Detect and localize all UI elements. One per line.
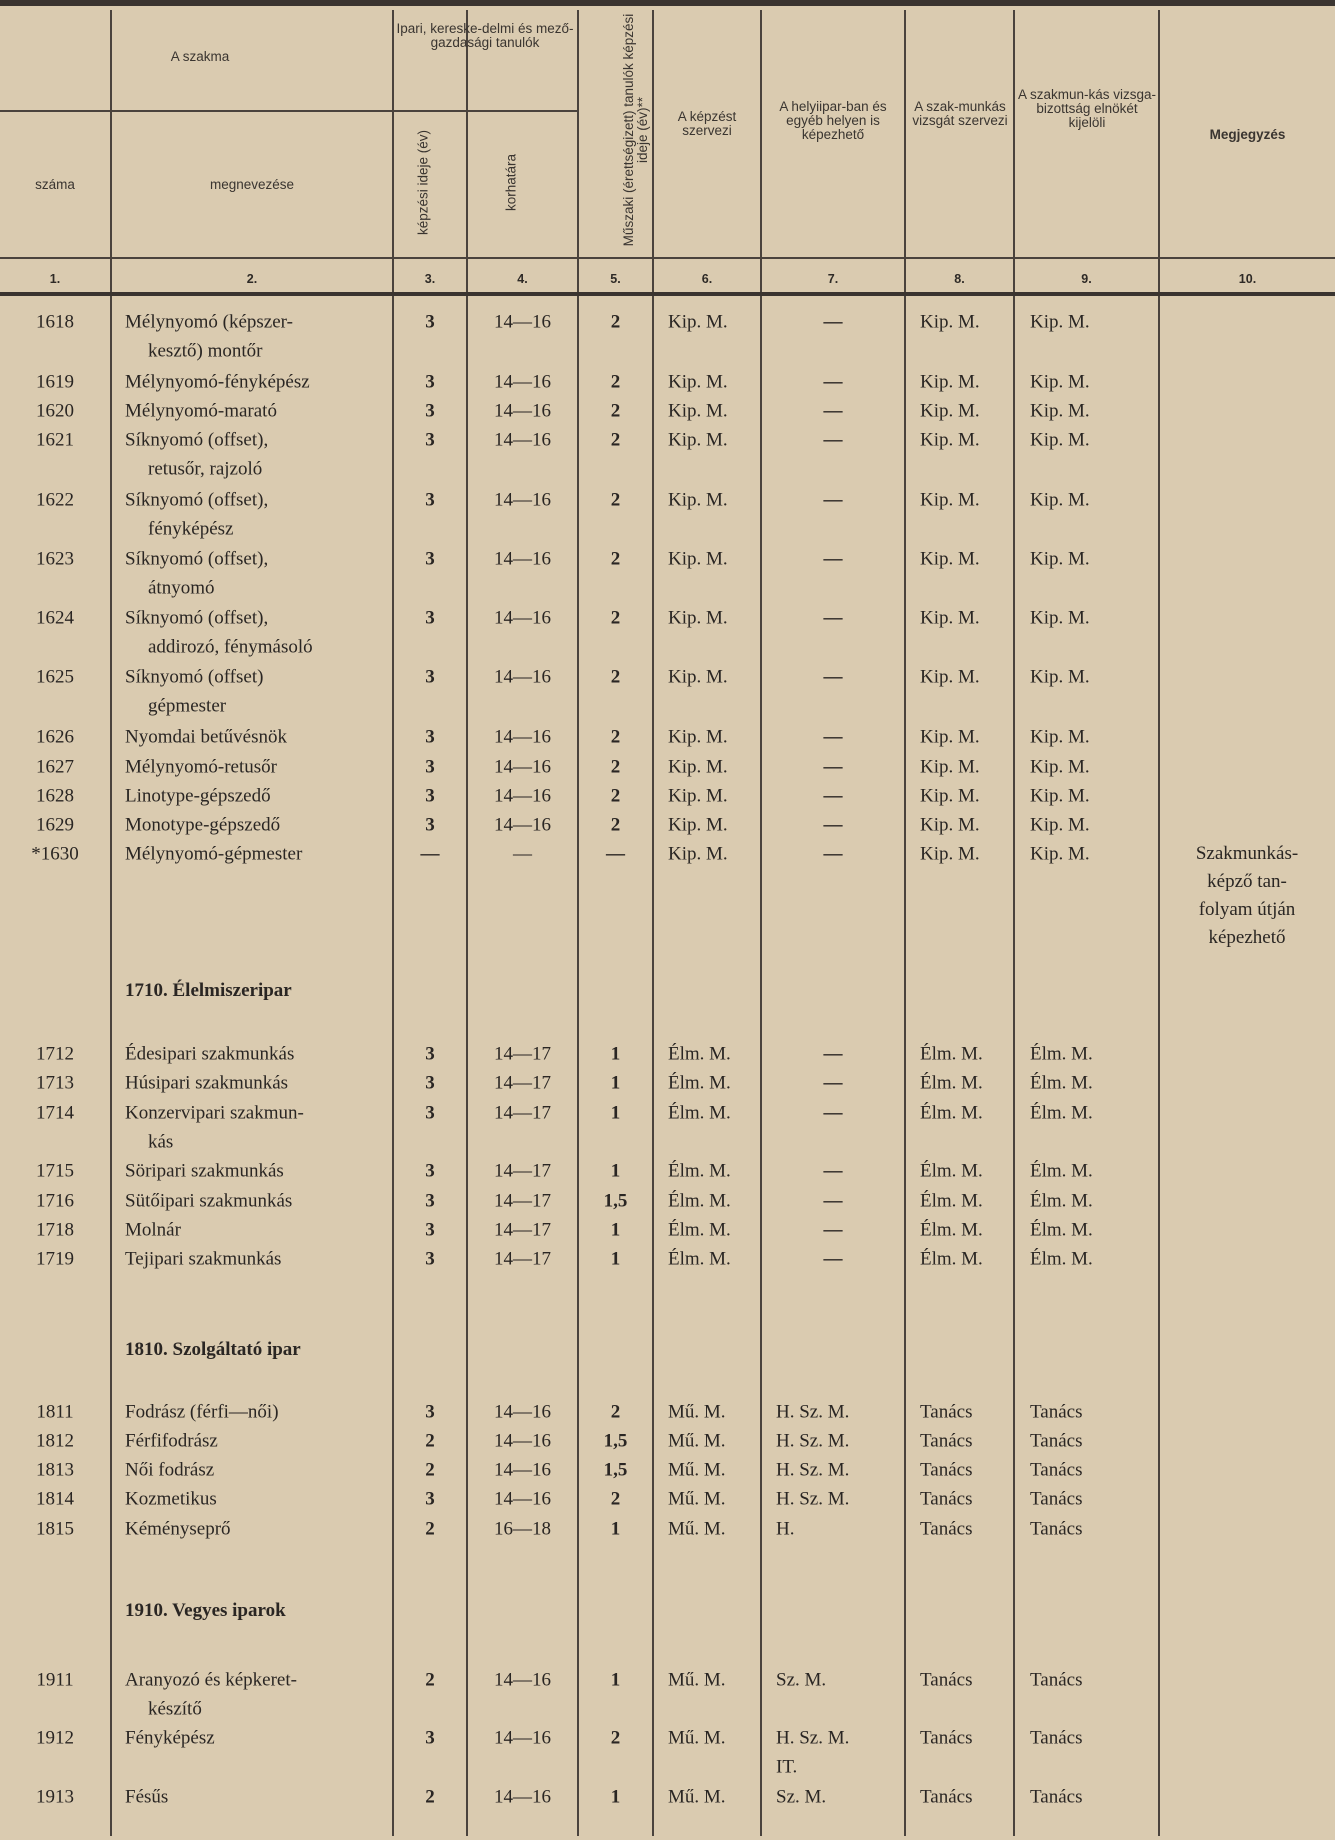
row-number: 1715	[36, 1160, 74, 1182]
technical-years: 2	[610, 429, 621, 451]
row-number: 1812	[36, 1430, 74, 1452]
age-limit: 14—16	[494, 371, 551, 393]
chair-appointer: Kip. M.	[1030, 785, 1090, 807]
exam-organizer: Élm. M.	[920, 1102, 983, 1124]
exam-organizer: Kip. M.	[920, 607, 980, 629]
local-industry: —	[823, 548, 843, 570]
age-limit: 14—16	[494, 1727, 551, 1749]
training-organizer: Mű. M.	[668, 1518, 726, 1540]
age-limit: 14—17	[494, 1160, 551, 1182]
age-limit: 14—16	[494, 726, 551, 748]
training-organizer: Kip. M.	[668, 726, 728, 748]
training-organizer: Kip. M.	[668, 371, 728, 393]
technical-years: 1	[610, 1160, 621, 1182]
exam-organizer: Kip. M.	[920, 400, 980, 422]
age-limit: 14—16	[494, 1786, 551, 1808]
exam-organizer: Kip. M.	[920, 726, 980, 748]
header-szama: száma	[35, 177, 75, 192]
local-industry: H. Sz. M.	[776, 1430, 850, 1452]
training-years: 3	[425, 1219, 435, 1241]
technical-years: 1,5	[603, 1190, 628, 1212]
exam-organizer: Kip. M.	[920, 548, 980, 570]
training-years: 3	[425, 429, 435, 451]
column-number: 1.	[49, 272, 61, 286]
row-number: 1713	[36, 1072, 74, 1094]
occupation-name: Mélynyomó-gépmester	[125, 843, 303, 865]
exam-organizer: Kip. M.	[920, 311, 980, 333]
training-years: 3	[425, 785, 435, 807]
training-organizer: Mű. M.	[668, 1430, 726, 1452]
technical-years: 2	[610, 785, 621, 807]
age-limit: 14—16	[494, 489, 551, 511]
occupation-name: Mélynyomó-retusőr	[125, 756, 277, 778]
header-tanulok: Ipari, kereske-delmi és mező-gazdasági tanulók	[396, 21, 574, 50]
technical-years: 1	[610, 1102, 621, 1124]
technical-years: 2	[610, 548, 621, 570]
training-organizer: Élm. M.	[668, 1043, 731, 1065]
row-number: 1815	[36, 1518, 74, 1540]
training-organizer: Kip. M.	[668, 785, 728, 807]
technical-years: —	[606, 843, 625, 865]
training-organizer: Élm. M.	[668, 1072, 731, 1094]
training-years: 3	[425, 400, 435, 422]
technical-years: 2	[610, 1727, 621, 1749]
occupation-name: gépmester	[148, 695, 227, 717]
local-industry: —	[823, 726, 843, 748]
exam-organizer: Kip. M.	[920, 429, 980, 451]
occupation-name: készítő	[148, 1698, 202, 1720]
technical-years: 2	[610, 666, 621, 688]
training-organizer: Kip. M.	[668, 429, 728, 451]
technical-years: 2	[610, 814, 621, 836]
exam-organizer: Tanács	[920, 1669, 973, 1691]
training-years: 3	[425, 1190, 435, 1212]
local-industry-extra: IT.	[776, 1756, 798, 1778]
row-number: 1628	[36, 785, 74, 807]
header-megjegyzes: Megjegyzés	[1209, 127, 1286, 142]
row-number: 1626	[36, 726, 74, 748]
training-years: —	[420, 843, 440, 865]
technical-years: 2	[610, 756, 621, 778]
local-industry: —	[823, 400, 843, 422]
column-number: 10.	[1238, 272, 1257, 286]
local-industry: H. Sz. M.	[776, 1459, 850, 1481]
occupation-name: Kéményseprő	[125, 1518, 231, 1540]
chair-appointer: Tanács	[1030, 1786, 1083, 1808]
chair-appointer: Élm. M.	[1030, 1219, 1093, 1241]
age-limit: 14—16	[494, 400, 551, 422]
occupation-name: Férfifodrász	[125, 1430, 218, 1452]
training-organizer: Mű. M.	[668, 1669, 726, 1691]
training-years: 3	[425, 726, 435, 748]
column-number: 8.	[954, 272, 965, 286]
header-megnevezese: megnevezése	[209, 177, 295, 192]
technical-years: 2	[610, 1488, 621, 1510]
exam-organizer: Kip. M.	[920, 843, 980, 865]
training-years: 3	[425, 1488, 435, 1510]
row-number: 1629	[36, 814, 74, 836]
local-industry: —	[823, 666, 843, 688]
column-number: 3.	[424, 272, 436, 286]
local-industry: —	[823, 756, 843, 778]
chair-appointer: Élm. M.	[1030, 1102, 1093, 1124]
training-organizer: Kip. M.	[668, 400, 728, 422]
chair-appointer: Tanács	[1030, 1669, 1083, 1691]
occupation-name: Mélynyomó (képszer-	[125, 311, 293, 333]
header-muszaki: Műszaki (érettségizett) tanulók képzési ideje (év)**	[621, 13, 650, 247]
technical-years: 1	[610, 1518, 621, 1540]
training-years: 3	[425, 548, 435, 570]
training-years: 3	[425, 1043, 435, 1065]
training-organizer: Élm. M.	[668, 1160, 731, 1182]
column-number: 7.	[827, 272, 839, 286]
exam-organizer: Kip. M.	[920, 666, 980, 688]
exam-organizer: Tanács	[920, 1488, 973, 1510]
local-industry: —	[823, 311, 843, 333]
row-number: 1913	[36, 1786, 74, 1808]
training-years: 3	[425, 1401, 435, 1423]
chair-appointer: Kip. M.	[1030, 607, 1090, 629]
occupation-name: Fényképész	[125, 1727, 215, 1749]
row-number: 1618	[36, 311, 74, 333]
occupation-name: Fodrász (férfi—női)	[125, 1401, 279, 1423]
exam-organizer: Kip. M.	[920, 756, 980, 778]
training-years: 3	[425, 1160, 435, 1182]
technical-years: 1	[610, 1043, 621, 1065]
local-industry: H. Sz. M.	[776, 1401, 850, 1423]
local-industry: —	[823, 785, 843, 807]
technical-years: 2	[610, 489, 621, 511]
training-years: 3	[425, 666, 435, 688]
occupation-name: Tejipari szakmunkás	[125, 1248, 282, 1270]
training-organizer: Kip. M.	[668, 843, 728, 865]
occupation-name: fényképész	[148, 518, 234, 540]
remark: Szakmunkás-	[1195, 843, 1299, 864]
occupation-name: átnyomó	[148, 577, 215, 599]
training-organizer: Élm. M.	[668, 1219, 731, 1241]
occupation-name: Fésűs	[125, 1786, 169, 1808]
row-number: 1718	[36, 1219, 74, 1241]
row-number: 1627	[36, 756, 74, 778]
chair-appointer: Kip. M.	[1030, 814, 1090, 836]
row-number: 1814	[36, 1488, 74, 1510]
technical-years: 1,5	[603, 1459, 628, 1481]
training-organizer: Kip. M.	[668, 489, 728, 511]
training-years: 2	[425, 1459, 435, 1481]
training-years: 3	[425, 371, 435, 393]
exam-organizer: Tanács	[920, 1430, 973, 1452]
local-industry: H.	[776, 1518, 795, 1540]
age-limit: 14—17	[494, 1102, 551, 1124]
exam-organizer: Élm. M.	[920, 1043, 983, 1065]
chair-appointer: Tanács	[1030, 1518, 1083, 1540]
occupation-name: Síknyomó (offset),	[125, 607, 269, 629]
occupation-name: Nyomdai betűvésnök	[125, 726, 288, 748]
age-limit: 14—17	[494, 1043, 551, 1065]
local-industry: H. Sz. M.	[776, 1727, 850, 1749]
occupation-name: addirozó, fénymásoló	[148, 636, 313, 658]
header-kepzesi-ideje: képzési ideje (év)	[415, 129, 431, 236]
age-limit: 14—16	[494, 1459, 551, 1481]
exam-organizer: Kip. M.	[920, 489, 980, 511]
row-number: 1714	[36, 1102, 74, 1124]
training-organizer: Kip. M.	[668, 756, 728, 778]
occupation-name: Síknyomó (offset),	[125, 548, 269, 570]
row-number: *1630	[31, 843, 79, 865]
occupation-name: Kozmetikus	[125, 1488, 217, 1510]
training-organizer: Mű. M.	[668, 1727, 726, 1749]
exam-organizer: Tanács	[920, 1786, 973, 1808]
technical-years: 2	[610, 371, 621, 393]
technical-years: 2	[610, 311, 621, 333]
technical-years: 1,5	[603, 1430, 628, 1452]
chair-appointer: Tanács	[1030, 1488, 1083, 1510]
chair-appointer: Élm. M.	[1030, 1160, 1093, 1182]
training-years: 3	[425, 1072, 435, 1094]
remark: folyam útján	[1198, 899, 1296, 920]
occupation-name: retusőr, rajzoló	[148, 458, 263, 480]
occupation-name: Húsipari szakmunkás	[125, 1072, 289, 1094]
occupation-name: Sütőipari szakmunkás	[125, 1190, 293, 1212]
age-limit: 14—16	[494, 666, 551, 688]
training-years: 3	[425, 607, 435, 629]
occupation-name: Édesipari szakmunkás	[125, 1043, 295, 1065]
exam-organizer: Élm. M.	[920, 1160, 983, 1182]
row-number: 1624	[36, 607, 74, 629]
age-limit: 14—16	[494, 429, 551, 451]
age-limit: 14—16	[494, 814, 551, 836]
row-number: 1911	[36, 1669, 74, 1691]
training-years: 2	[425, 1518, 435, 1540]
local-industry: —	[823, 429, 843, 451]
chair-appointer: Kip. M.	[1030, 311, 1090, 333]
occupation-name: Női fodrász	[125, 1459, 215, 1481]
row-number: 1912	[36, 1727, 74, 1749]
age-limit: 14—16	[494, 785, 551, 807]
age-limit: 14—16	[494, 1669, 551, 1691]
local-industry: —	[823, 371, 843, 393]
header-kepzest-szervezi: A képzést szervezi	[677, 109, 737, 138]
local-industry: H. Sz. M.	[776, 1488, 850, 1510]
local-industry: —	[823, 1248, 843, 1270]
training-years: 2	[425, 1669, 435, 1691]
header-szakma: A szakma	[170, 49, 230, 64]
chair-appointer: Kip. M.	[1030, 371, 1090, 393]
training-years: 3	[425, 1248, 435, 1270]
chair-appointer: Kip. M.	[1030, 429, 1090, 451]
chair-appointer: Élm. M.	[1030, 1072, 1093, 1094]
occupation-name: Molnár	[125, 1219, 181, 1241]
local-industry: Sz. M.	[776, 1669, 827, 1691]
training-years: 3	[425, 1727, 435, 1749]
technical-years: 2	[610, 1401, 621, 1423]
local-industry: —	[823, 814, 843, 836]
row-number: 1625	[36, 666, 74, 688]
technical-years: 1	[610, 1219, 621, 1241]
row-number: 1813	[36, 1459, 74, 1481]
occupation-name: Síknyomó (offset),	[125, 429, 269, 451]
column-number: 9.	[1081, 272, 1092, 286]
training-organizer: Élm. M.	[668, 1102, 731, 1124]
occupation-name: Mélynyomó-fényképész	[125, 371, 310, 393]
age-limit: 14—17	[494, 1072, 551, 1094]
exam-organizer: Kip. M.	[920, 785, 980, 807]
training-years: 3	[425, 756, 435, 778]
exam-organizer: Élm. M.	[920, 1248, 983, 1270]
chair-appointer: Élm. M.	[1030, 1190, 1093, 1212]
training-organizer: Kip. M.	[668, 311, 728, 333]
row-number: 1619	[36, 371, 74, 393]
row-number: 1620	[36, 400, 74, 422]
training-years: 2	[425, 1786, 435, 1808]
header-helyiipar: A helyiipar-ban és egyéb helyen is képezhető	[779, 99, 887, 142]
exam-organizer: Tanács	[920, 1727, 973, 1749]
age-limit: 14—16	[494, 1430, 551, 1452]
training-organizer: Élm. M.	[668, 1248, 731, 1270]
column-number: 5.	[610, 272, 621, 286]
technical-years: 2	[610, 400, 621, 422]
technical-years: 1	[610, 1786, 621, 1808]
occupation-name: Síknyomó (offset),	[125, 489, 269, 511]
occupation-name: Mélynyomó-marató	[125, 400, 277, 422]
local-industry: —	[823, 1190, 843, 1212]
top-rule	[0, 0, 1335, 6]
occupation-name: kesztő) montőr	[148, 340, 263, 362]
training-organizer: Mű. M.	[668, 1786, 726, 1808]
exam-organizer: Tanács	[920, 1518, 973, 1540]
technical-years: 2	[610, 726, 621, 748]
row-number: 1712	[36, 1043, 74, 1065]
age-limit: 16—18	[494, 1518, 551, 1540]
exam-organizer: Kip. M.	[920, 371, 980, 393]
occupation-name: kás	[148, 1131, 174, 1153]
local-industry: —	[823, 489, 843, 511]
technical-years: 1	[610, 1669, 621, 1691]
chair-appointer: Tanács	[1030, 1459, 1083, 1481]
training-years: 3	[425, 311, 435, 333]
training-organizer: Kip. M.	[668, 607, 728, 629]
row-number: 1811	[36, 1401, 74, 1423]
exam-organizer: Tanács	[920, 1401, 973, 1423]
header-rule	[0, 257, 1335, 259]
age-limit: 14—16	[494, 756, 551, 778]
header-bottom-rule	[0, 292, 1335, 296]
training-organizer: Kip. M.	[668, 666, 728, 688]
chair-appointer: Tanács	[1030, 1727, 1083, 1749]
remark: képző tan-	[1207, 871, 1287, 892]
section-heading: 1810. Szolgáltató ipar	[125, 1339, 301, 1360]
occupation-name: Síknyomó (offset)	[125, 666, 264, 688]
local-industry: Sz. M.	[776, 1786, 827, 1808]
local-industry: —	[823, 1072, 843, 1094]
training-organizer: Élm. M.	[668, 1190, 731, 1212]
occupation-name: Linotype-gépszedő	[125, 785, 271, 807]
occupation-name: Konzervipari szakmun-	[125, 1102, 304, 1124]
training-years: 3	[425, 814, 435, 836]
age-limit: —	[513, 843, 532, 865]
local-industry: —	[823, 607, 843, 629]
training-years: 2	[425, 1430, 435, 1452]
occupation-name: Aranyozó és képkeret-	[125, 1669, 297, 1691]
header-korhatara: korhatára	[503, 153, 519, 212]
exam-organizer: Élm. M.	[920, 1190, 983, 1212]
technical-years: 1	[610, 1072, 621, 1094]
chair-appointer: Élm. M.	[1030, 1248, 1093, 1270]
age-limit: 14—17	[494, 1190, 551, 1212]
occupation-name: Monotype-gépszedő	[125, 814, 281, 836]
row-number: 1716	[36, 1190, 74, 1212]
training-organizer: Mű. M.	[668, 1459, 726, 1481]
chair-appointer: Kip. M.	[1030, 666, 1090, 688]
row-number: 1622	[36, 489, 74, 511]
local-industry: —	[823, 1160, 843, 1182]
exam-organizer: Kip. M.	[920, 814, 980, 836]
header-vizsgat-szervezi: A szak-munkás vizsgát szervezi	[912, 99, 1008, 128]
header-rule	[0, 110, 392, 112]
chair-appointer: Kip. M.	[1030, 548, 1090, 570]
training-organizer: Mű. M.	[668, 1401, 726, 1423]
local-industry: —	[823, 1102, 843, 1124]
age-limit: 14—17	[494, 1219, 551, 1241]
column-number: 6.	[701, 272, 713, 286]
chair-appointer: Kip. M.	[1030, 400, 1090, 422]
training-organizer: Kip. M.	[668, 548, 728, 570]
age-limit: 14—17	[494, 1248, 551, 1270]
remark: képezhető	[1208, 927, 1286, 948]
exam-organizer: Élm. M.	[920, 1072, 983, 1094]
training-years: 3	[425, 1102, 435, 1124]
section-heading: 1910. Vegyes iparok	[125, 1600, 286, 1621]
chair-appointer: Tanács	[1030, 1401, 1083, 1423]
local-industry: —	[823, 843, 843, 865]
age-limit: 14—16	[494, 1401, 551, 1423]
chair-appointer: Kip. M.	[1030, 489, 1090, 511]
header-elnok-kijeloli: A szakmun-kás vizsga-bizottság elnökét kijelöli	[1017, 87, 1157, 130]
row-number: 1623	[36, 548, 74, 570]
row-number: 1621	[36, 429, 74, 451]
row-number: 1719	[36, 1248, 74, 1270]
technical-years: 2	[610, 607, 621, 629]
chair-appointer: Kip. M.	[1030, 726, 1090, 748]
exam-organizer: Tanács	[920, 1459, 973, 1481]
training-organizer: Kip. M.	[668, 814, 728, 836]
chair-appointer: Kip. M.	[1030, 843, 1090, 865]
exam-organizer: Élm. M.	[920, 1219, 983, 1241]
technical-years: 1	[610, 1248, 621, 1270]
local-industry: —	[823, 1219, 843, 1241]
column-number: 4.	[517, 272, 528, 286]
age-limit: 14—16	[494, 311, 551, 333]
column-number: 2.	[246, 272, 258, 286]
chair-appointer: Élm. M.	[1030, 1043, 1093, 1065]
age-limit: 14—16	[494, 607, 551, 629]
section-heading: 1710. Élelmiszeripar	[125, 980, 292, 1001]
age-limit: 14—16	[494, 548, 551, 570]
training-years: 3	[425, 489, 435, 511]
chair-appointer: Tanács	[1030, 1430, 1083, 1452]
occupation-name: Söripari szakmunkás	[125, 1160, 284, 1182]
local-industry: —	[823, 1043, 843, 1065]
age-limit: 14—16	[494, 1488, 551, 1510]
training-organizer: Mű. M.	[668, 1488, 726, 1510]
chair-appointer: Kip. M.	[1030, 756, 1090, 778]
